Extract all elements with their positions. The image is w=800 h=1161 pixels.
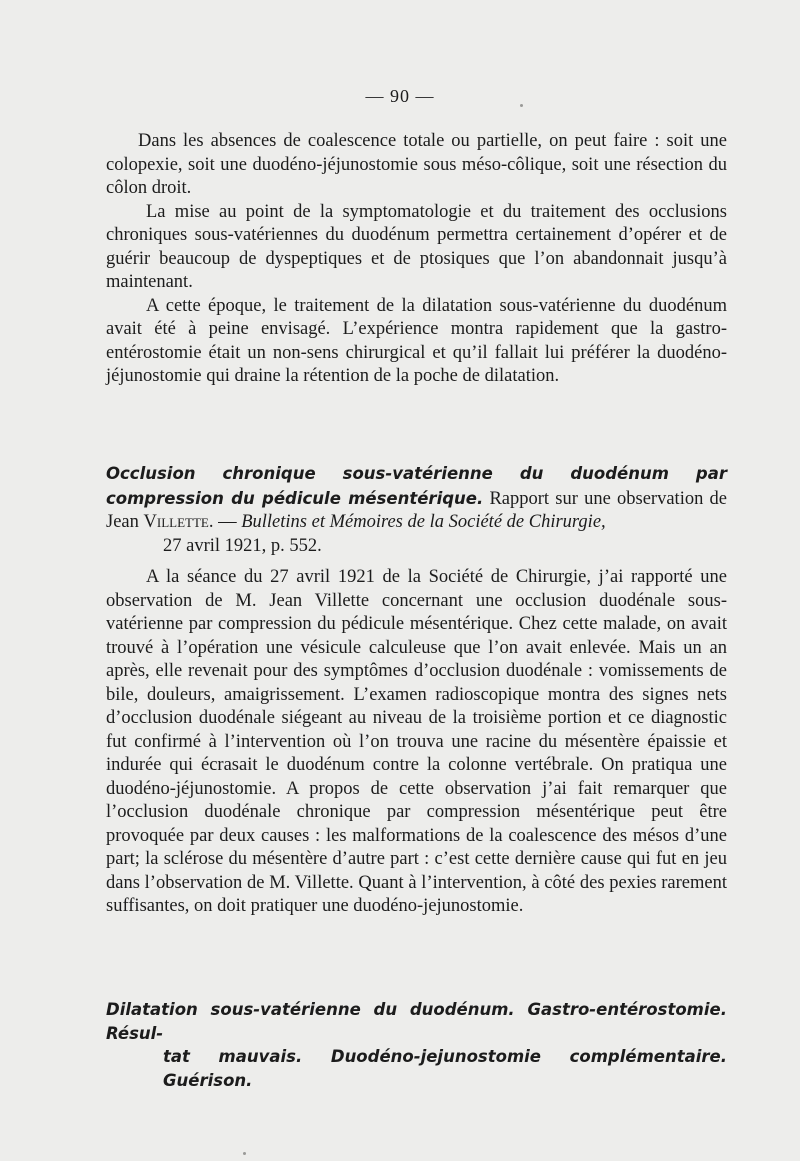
section-1-date: 27 avril 1921, p. 552. <box>163 535 322 556</box>
section-2-heading <box>106 998 727 1092</box>
page-number: — 90 — <box>365 86 435 106</box>
section-1-heading <box>106 462 727 558</box>
section-2-title-line-1: Dilatation sous-vatérienne du duodénum. Gastro-entérostomie. Résul- <box>106 1000 727 1043</box>
section-1-paragraph: A la séance du 27 avril 1921 de la Société de Chirurgie, j’ai rapporté une observation de M. Jean Villette concernant une occlusion duodénale sous-vatérienne par compression du pédicule mésentérique. Chez cette malade, on avait trouvé à l’opération une vésicule calculeuse que l’on avait enlevée. Mais un an après, elle revenait pour des symptômes d’occlusion duodénale : vomissements de bile, douleurs, amaigrissement. L’examen radioscopique montra des signes nets d’occlusion duodénale siégeant au niveau de la troisième portion et ce diagnostic fut confirmé à l’intervention où l’on trouva une racine du mésentère épaissie et indurée qui écrasait le duodénum contre la colonne vertébrale. On pratiqua une duodéno-jéjunostomie. A propos de cette observation j’ai fait remarquer que l’occlusion duodénale chronique par compression mésentérique peut être provoquée par deux causes : les malformations de la coalescence des mésos d’une part; la sclérose du mésentère d’autre part : c’est cette dernière cause qui fut en jeu dans l’observation de M. Villette. Quant à l’intervention, à côté des pexies rarement suffisantes, on doit pratiquer une duodéno-jejunostomie. <box>106 567 727 916</box>
section-1-title: Occlusion chronique sous-vatérienne du duodénum par compression du pédicule mésentérique. <box>106 464 727 508</box>
section-2-title-line-2: tat mauvais. Duodéno-jejunostomie complémentaire. Guérison. <box>163 1047 727 1090</box>
intro-text <box>106 130 727 389</box>
intro-paragraph-3: A cette époque, le traitement de la dilatation sous-vatérienne du duodénum avait été à peine envisagé. L’expérience montra rapidement que la gastro-entérostomie était un non-sens chirurgical et qu’il fallait lui préférer la duodéno-jéjunostomie qui draine la rétention de la poche de dilatation. <box>106 295 727 386</box>
section-1-body <box>106 566 727 919</box>
section-1-author: Villette. <box>143 512 214 532</box>
page-speck <box>243 1152 246 1155</box>
intro-paragraph-2: La mise au point de la symptomatologie et du traitement des occlusions chroniques sous-vatériennes du duodénum permettra certainement d’opérer et de guérir beaucoup de dyspeptiques et de ptosiques que l’on abandonnait jusqu’à maintenant. <box>106 201 727 292</box>
section-1-report: Rapport sur une observation de Jean <box>106 488 728 532</box>
intro-paragraph-1: Dans les absences de coalescence totale ou partielle, on peut faire : soit une colopexie, soit une duodéno-jéjunostomie sous méso-côlique, soit une résection du côlon droit. <box>106 131 727 198</box>
section-1-journal: Bulletins et Mémoires de la Société de Chirurgie, <box>241 512 606 532</box>
section-1-dash: — <box>218 512 237 532</box>
page-speck <box>520 104 523 107</box>
